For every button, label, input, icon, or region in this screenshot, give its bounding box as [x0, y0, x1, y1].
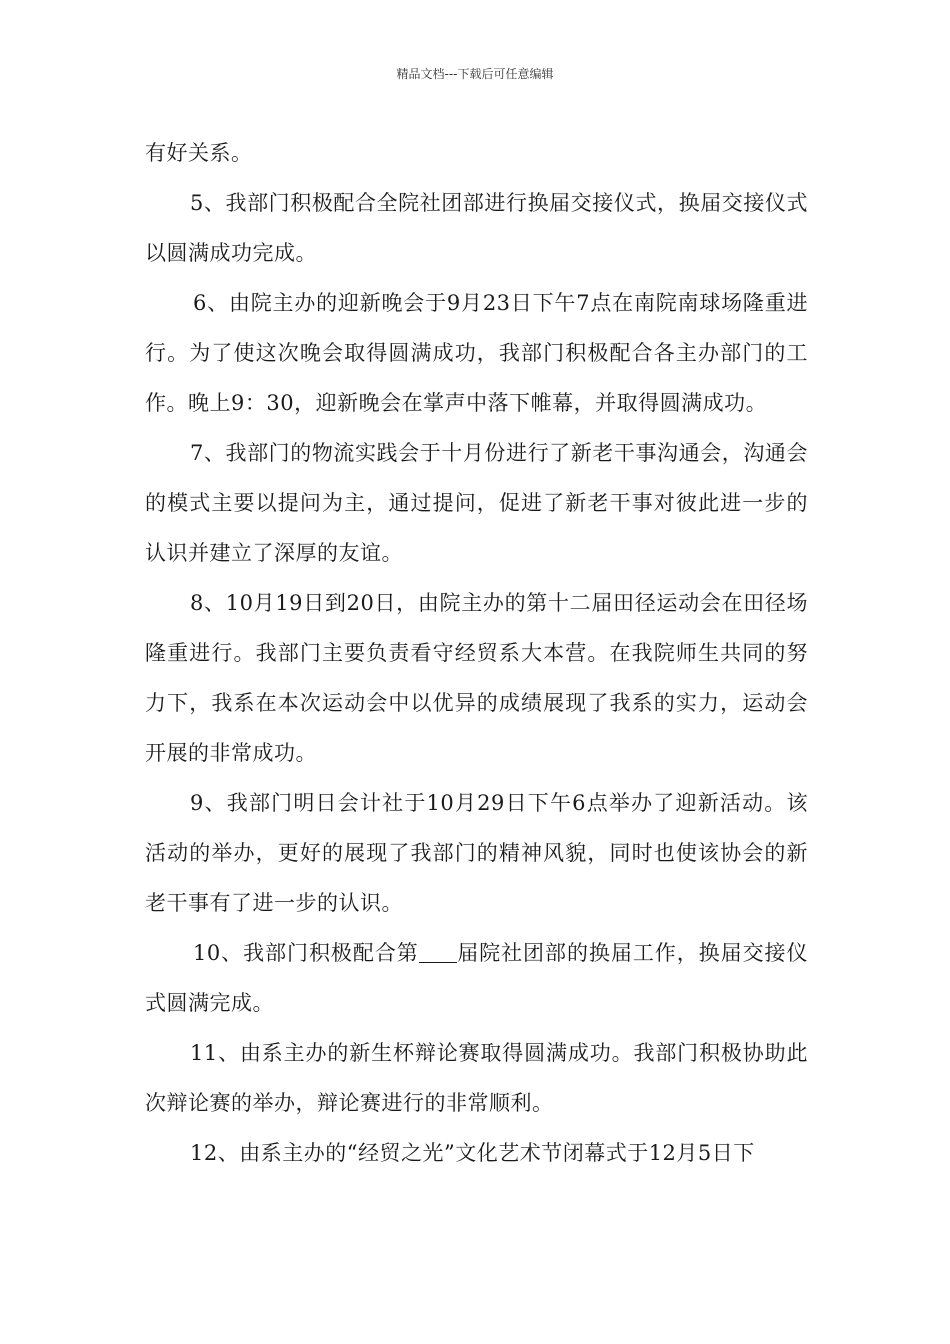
document-body	[145, 128, 808, 1178]
paragraph-item-8: 8、10月19日到20日，由院主办的第十二届田径运动会在田径场隆重进行。我部门主要负责看守经贸系大本营。在我院师生共同的努力下，我系在本次运动会中以优异的成绩展现了我系的实力，运动会开展的非常成功。	[145, 591, 808, 765]
paragraph-item-10-after: 届院社团部的换届工作，换届交接仪式圆满完成。	[145, 941, 808, 1015]
fill-in-blank	[419, 942, 457, 963]
paragraph-item-5: 5、我部门积极配合全院社团部进行换届交接仪式，换届交接仪式以圆满成功完成。	[145, 191, 808, 265]
paragraph-item-6: 6、由院主办的迎新晚会于9月23日下午7点在南院南球场隆重进行。为了使这次晚会取得圆满成功，我部门积极配合各主办部门的工作。晚上9：30，迎新晚会在掌声中落下帷幕，并取得圆满成功。	[145, 291, 808, 415]
page-header: 精品文档---下载后可任意编辑	[396, 67, 554, 81]
paragraph-item-12: 12、由系主办的“经贸之光”文化艺术节闭幕式于12月5日下	[190, 1141, 755, 1165]
paragraph-item-7: 7、我部门的物流实践会于十月份进行了新老干事沟通会，沟通会的模式主要以提问为主，通过提问，促进了新老干事对彼此进一步的认识并建立了深厚的友谊。	[145, 441, 808, 565]
paragraph-item-10-before: 10、我部门积极配合第	[193, 941, 419, 965]
paragraph-continuation: 有好关系。	[145, 141, 253, 165]
paragraph-item-10	[145, 928, 808, 1028]
paragraph-item-11: 11、由系主办的新生杯辩论赛取得圆满成功。我部门积极协助此次辩论赛的举办，辩论赛进行的非常顺利。	[145, 1041, 808, 1115]
paragraph-item-9: 9、我部门明日会计社于10月29日下午6点举办了迎新活动。该活动的举办，更好的展现了我部门的精神风貌，同时也使该协会的新老干事有了进一步的认识。	[145, 791, 808, 915]
